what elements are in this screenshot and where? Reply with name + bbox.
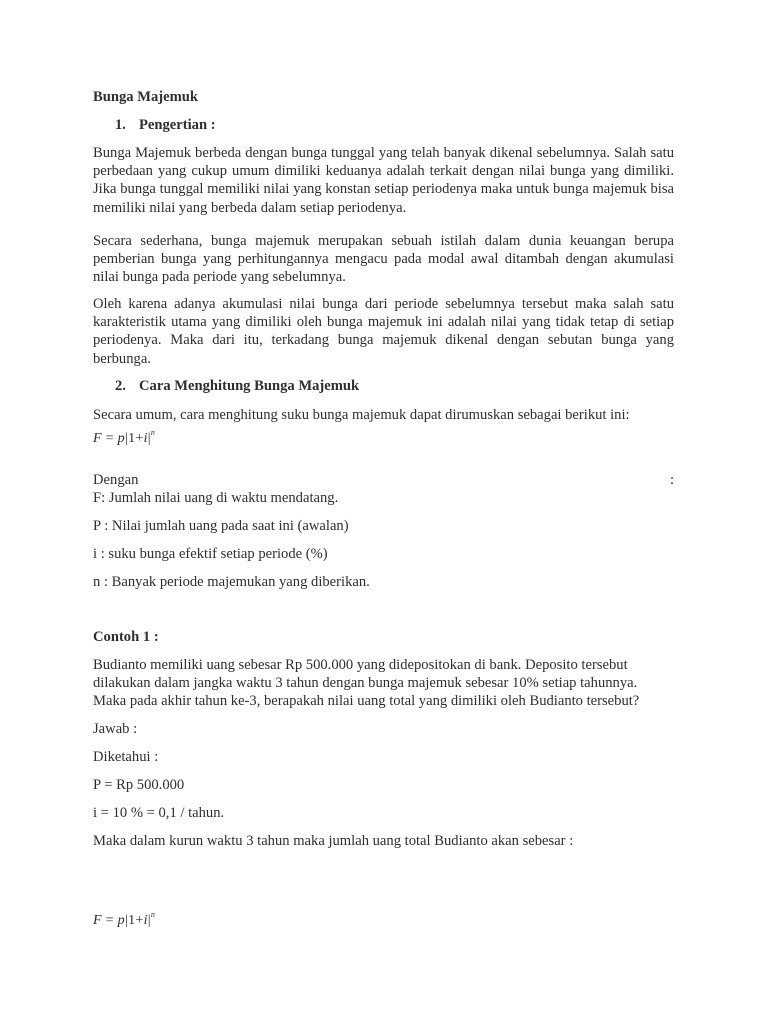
p-value: P = Rp 500.000: [93, 777, 185, 793]
section-number: 2.: [115, 378, 126, 394]
conclusion: Maka dalam kurun waktu 3 tahun maka jumlah uang total Budianto akan sebesar :: [93, 833, 574, 849]
answer-label: Jawab :: [93, 721, 138, 737]
formula: $F = p|1+i|^n$: [93, 428, 156, 446]
paragraph-1: Bunga Majemuk berbeda dengan bunga tunggal yang telah banyak dikenal sebelumnya. Salah satu perbedaan yang cukup umum dimiliki keduanya adalah terkait dengan nilai bunga yang dimiliki. Jika bunga tunggal memiliki nilai yang konstan setiap periodenya maka untuk bunga majemuk bisa memiliki nilai yang berbeda dalam setiap periodenya.: [93, 145, 674, 216]
paragraph-3: Oleh karena adanya akumulasi nilai bunga dari periode sebelumnya tersebut maka salah satu karakteristik utama yang dimiliki oleh bunga majemuk ini adalah nilai yang tidak tetap di setiap periodenya. Maka dari itu, terkadang bunga majemuk dikenal dengan sebutan bunga yang berbunga.: [93, 296, 674, 367]
section-heading-pengertian: [93, 116, 674, 134]
section-heading-cara-menghitung: [93, 377, 674, 395]
dengan-colon: :: [669, 472, 674, 488]
definition-n: n : Banyak periode majemukan yang diberikan.: [93, 574, 370, 590]
formula-intro: Secara umum, cara menghitung suku bunga majemuk dapat dirumuskan sebagai berikut ini:: [93, 407, 630, 423]
formula-repeat: $F = p|1+i|^n$: [93, 910, 156, 928]
i-value: i = 10 % = 0,1 / tahun.: [93, 805, 225, 821]
dengan-label: Dengan: [93, 472, 139, 488]
paragraph-2: Secara sederhana, bunga majemuk merupakan sebuah istilah dalam dunia keuangan berupa pemberian bunga yang perhitungannya mengacu pada modal awal ditambah dengan akumulasi nilai bunga pada periode yang sebelumnya.: [93, 233, 674, 286]
section-title: Pengertian :: [139, 117, 216, 133]
document-title: Bunga Majemuk: [93, 89, 199, 105]
known-label: Diketahui :: [93, 749, 159, 765]
definition-p: P : Nilai jumlah uang pada saat ini (awalan): [93, 518, 349, 534]
definition-f: F: Jumlah nilai uang di waktu mendatang.: [93, 490, 339, 506]
example-title: Contoh 1 :: [93, 629, 159, 645]
definition-i: i : suku bunga efektif setiap periode (%): [93, 546, 328, 562]
section-title: Cara Menghitung Bunga Majemuk: [139, 378, 360, 394]
section-number: 1.: [115, 117, 126, 133]
example-problem: Budianto memiliki uang sebesar Rp 500.000 yang didepositokan di bank. Deposito tersebut dilakukan dalam jangka waktu 3 tahun dengan bunga majemuk sebesar 10% setiap tahunnya. Maka pada akhir tahun ke-3, berapakah nilai uang total yang dimiliki oleh Budianto tersebut?: [93, 657, 640, 710]
dengan-line: [93, 471, 674, 489]
